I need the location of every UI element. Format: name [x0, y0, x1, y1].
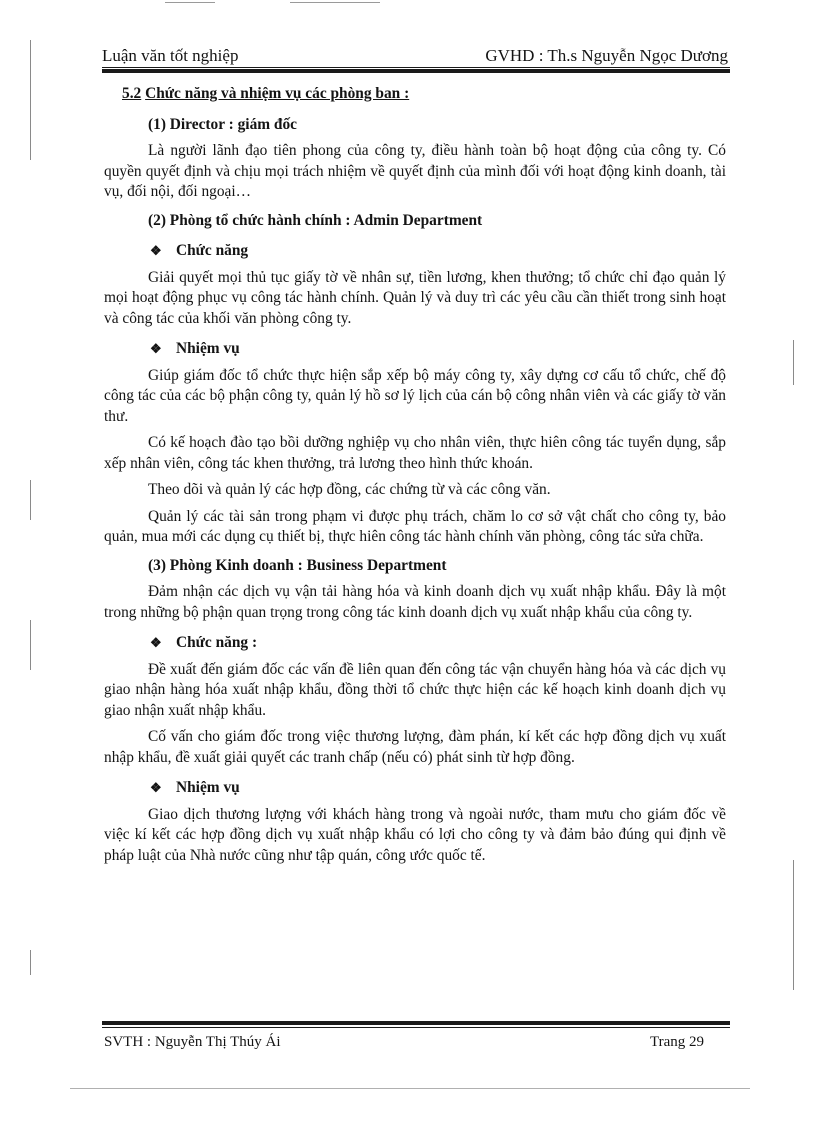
admin-heading: (2) Phòng tổ chức hành chính : Admin Department: [148, 211, 483, 229]
business-function-heading: [150, 633, 726, 654]
business-duty-paragraph: Giao dịch thương lượng với khách hàng trong và ngoài nước, tham mưu cho giám đốc về việc kí kết các hợp đồng dịch vụ xuất nhập khẩu có lợi cho công ty và đảm bảo đúng qui định về pháp luật của Nhà nước cũng như tập quán, công ước quốc tế.: [104, 805, 726, 864]
scan-artifact: [793, 340, 794, 385]
admin-function-heading: [150, 241, 726, 262]
scan-artifact: [30, 480, 31, 520]
footer-divider-thick: [102, 1021, 730, 1025]
header-divider: [102, 67, 730, 68]
diamond-bullet-icon: ❖: [150, 780, 162, 795]
admin-duty-paragraph: Theo dõi và quản lý các hợp đồng, các chứng từ và các công văn.: [148, 481, 551, 498]
scan-artifact: [290, 2, 380, 3]
admin-duty-heading: [150, 339, 726, 360]
scan-artifact: [30, 620, 31, 670]
business-duty-heading: [150, 778, 726, 799]
scan-artifact: [70, 1088, 750, 1089]
scan-artifact: [165, 2, 215, 3]
diamond-bullet-icon: ❖: [150, 243, 162, 258]
admin-duty-paragraph: Giúp giám đốc tổ chức thực hiện sắp xếp bộ máy công ty, xây dựng cơ cấu tổ chức, chế độ công tác của các bộ phận công ty, quản lý hồ sơ lý lịch của cán bộ công nhân viên và các giấy tờ văn thư.: [104, 366, 726, 425]
scan-artifact: [30, 40, 31, 160]
section-heading: [122, 84, 726, 105]
section-title: Chức năng và nhiệm vụ các phòng ban :: [145, 85, 410, 102]
scan-artifact: [793, 860, 794, 990]
business-function-paragraph: Cố vấn cho giám đốc trong việc thương lượng, đàm phán, kí kết các hợp đồng dịch vụ xuất nhập khẩu, đề xuất giải quyết các tranh chấp (nếu có) phát sinh từ hợp đồng.: [104, 728, 726, 766]
admin-duty-label: Nhiệm vụ: [176, 340, 240, 357]
page-footer: [104, 1034, 704, 1051]
diamond-bullet-icon: ❖: [150, 635, 162, 650]
thesis-title: Luận văn tốt nghiệp: [102, 46, 239, 65]
footer-divider: [102, 1027, 730, 1028]
admin-function-paragraph: Giải quyết mọi thủ tục giấy tờ về nhân sự, tiền lương, khen thưởng; tổ chức chỉ đạo quản lý mọi hoạt động phục vụ công tác hành chính. Quản lý và duy trì các yêu cầu cần thiết trong sinh hoạt và công tác của khối văn phòng công ty.: [104, 268, 726, 327]
business-intro-paragraph: Đảm nhận các dịch vụ vận tải hàng hóa và kinh doanh dịch vụ xuất nhập khẩu. Đây là một trong những bộ phận quan trọng trong công tác kinh doanh dịch vụ xuất nhập khẩu của công ty.: [104, 583, 726, 621]
diamond-bullet-icon: ❖: [150, 341, 162, 356]
director-heading: (1) Director : giám đốc: [148, 115, 298, 133]
admin-function-label: Chức năng: [176, 242, 249, 259]
page-body: [104, 84, 726, 872]
section-number: 5.2: [122, 85, 142, 102]
page-number: Trang 29: [649, 1034, 704, 1050]
admin-duty-paragraph: Có kế hoạch đào tạo bồi dưỡng nghiệp vụ cho nhân viên, thực hiên công tác tuyển dụng, sắp xếp nhân viên, công tác khen thưởng, trả lương theo hình thức khoán.: [104, 434, 726, 472]
business-function-paragraph: Đề xuất đến giám đốc các vấn đề liên quan đến công tác vận chuyển hàng hóa và các dịch vụ giao nhận hàng hóa xuất nhập khẩu, đồng thời tổ chức thực hiện các kế hoạch kinh doanh dịch vụ giao nhận xuất nhập khẩu.: [104, 660, 726, 719]
director-paragraph: Là người lãnh đạo tiên phong của công ty, điều hành toàn bộ hoạt động của công ty. Có quyền quyết định và chịu mọi trách nhiệm về quyết định của mình đối với hoạt động kinh doanh, tài vụ, đối nội, đối ngoại…: [104, 142, 726, 200]
page-header: [102, 46, 728, 66]
business-heading: (3) Phòng Kinh doanh : Business Department: [148, 556, 447, 574]
supervisor-name: GVHD : Th.s Nguyễn Ngọc Dương: [485, 46, 728, 65]
scan-artifact: [30, 950, 31, 975]
student-name: SVTH : Nguyễn Thị Thúy Ái: [104, 1034, 281, 1050]
admin-duty-paragraph: Quản lý các tài sản trong phạm vi được phụ trách, chăm lo cơ sở vật chất cho công ty, bảo quản, mua mới các dụng cụ thiết bị, thực hiên công tác hành chính văn phòng, công tác sửa chữa.: [104, 507, 726, 545]
business-duty-label: Nhiệm vụ: [176, 779, 240, 796]
business-function-label: Chức năng :: [176, 634, 258, 651]
header-divider-thick: [102, 69, 730, 73]
